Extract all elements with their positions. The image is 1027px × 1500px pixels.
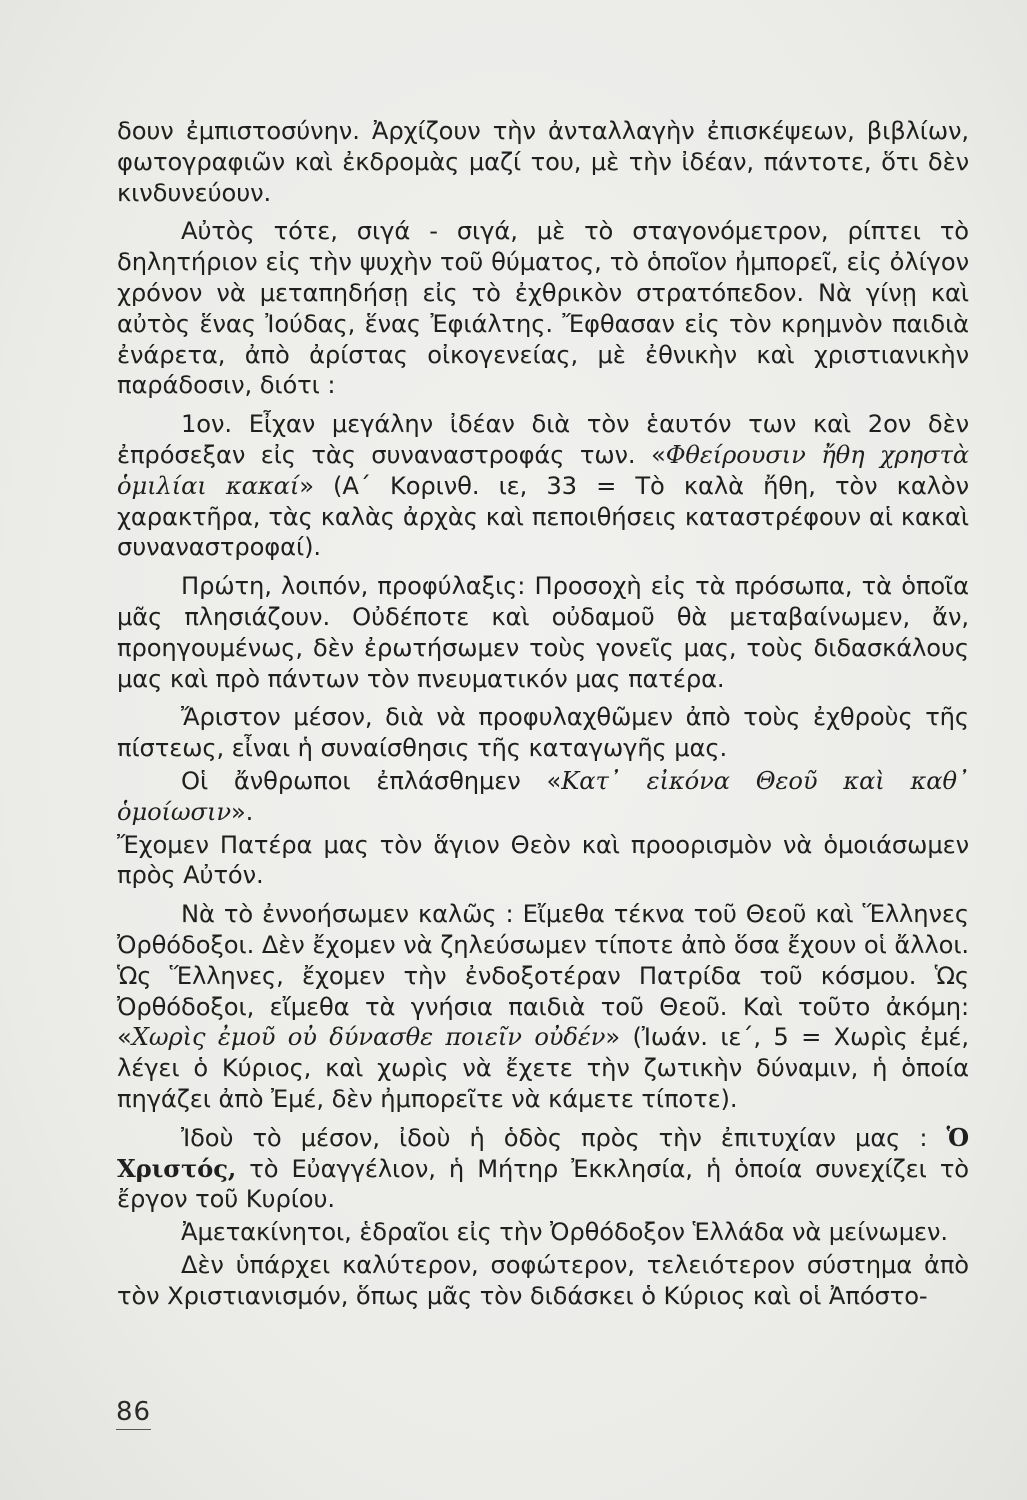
scripture-quote: Κατ᾿ εἰκόνα Θεοῦ καὶ καθ᾿ ὁμοίωσιν [117, 766, 970, 826]
paragraph-text: Ἰδοὺ τὸ μέσον, ἰδοὺ ἡ ὁδὸς πρὸς τὴν ἐπιτυχίαν μας : [181, 1123, 947, 1152]
paragraph-text: ». [230, 797, 254, 826]
page-number: 86 [116, 1397, 151, 1430]
paragraph-text: Πρώτη, λοιπόν, προφύλαξις: Προσοχὴ εἰς τὰ πρόσωπα, τὰ ὁποῖα μᾶς πλησιάζουν. Οὐδέποτε καὶ οὐδαμοῦ θὰ μεταβαίνωμεν, ἄν, προηγουμένως, δὲν ἐρωτήσωμεν τοὺς γονεῖς μας, τοὺς διδασκάλους μας καὶ πρὸ πάντων τὸν πνευματικόν μας πατέρα. [117, 572, 969, 693]
scripture-quote: Φθείρουσιν ἤθη χρηστὰ ὁμιλίαι κακαί [117, 440, 969, 500]
paragraph-3 [117, 409, 969, 563]
paragraph-7 [117, 830, 969, 892]
scripture-quote: Χωρὶς ἐμοῦ οὐ δύνασθε ποιεῖν οὐδέν [131, 1023, 606, 1052]
paragraph-text: δουν ἐμπιστοσύνην. Ἀρχίζουν τὴν ἀνταλλαγὴν ἐπισκέψεων, βιβλίων, φωτογραφιῶν καὶ ἐκδρομὰς μαζί του, μὲ τὴν ἰδέαν, πάντοτε, ὅτι δὲν κινδυνεύουν. [117, 117, 969, 207]
paragraph-1 [117, 116, 969, 208]
paragraph-text: » (Ἰωάν. ιε΄, 5 = Χωρὶς ἐμέ, λέγει ὁ Κύριος, καὶ χωρὶς νὰ ἔχετε τὴν ζωτικὴν δύναμιν, ἡ ὁποία πηγάζει ἀπὸ Ἐμέ, δὲν ἠμπορεῖτε νὰ κάμετε τίποτε). [117, 1023, 969, 1113]
paragraph-text: Ἀμετακίνητοι, ἑδραῖοι εἰς τὴν Ὀρθόδοξον Ἑλλάδα νὰ μείνωμεν. [181, 1218, 948, 1247]
paragraph-4 [117, 571, 969, 694]
paragraph-text: Ἔχομεν Πατέρα μας τὸν ἅγιον Θεὸν καὶ προορισμὸν νὰ ὁμοιάσωμεν πρὸς Αὐτόν. [117, 830, 969, 890]
paragraph-text: Δὲν ὑπάρχει καλύτερον, σοφώτερον, τελειότερον σύστημα ἀπὸ τὸν Χριστιανισμόν, ὅπως μᾶς τὸν διδάσκει ὁ Κύριος καὶ οἱ Ἀπόστο- [117, 1250, 969, 1310]
paragraph-text: 1ον. Εἶχαν μεγάλην ἰδέαν διὰ τὸν ἑαυτόν των καὶ 2ον δὲν ἐπρόσεξαν εἰς τὰς συναναστροφάς των. « [117, 410, 969, 469]
paragraph-10 [117, 1217, 969, 1248]
body-text [117, 116, 969, 1319]
paragraph-text: Νὰ τὸ ἐννοήσωμεν καλῶς : Εἴμεθα τέκνα τοῦ Θεοῦ καὶ Ἕλληνες Ὀρθόδοξοι. Δὲν ἔχομεν νὰ ζηλεύσωμεν τίποτε ἀπὸ ὅσα ἔχουν οἱ ἄλλοι. Ὡς Ἕλληνες, ἔχομεν τὴν ἐνδοξοτέραν Πατρίδα τοῦ κόσμου. Ὡς Ὀρθόδοξοι, εἴμεθα τὰ γνήσια παιδιὰ τοῦ Θεοῦ. Καὶ τοῦτο ἀκόμη: « [117, 900, 969, 1052]
paragraph-text: Ἄριστον μέσον, διὰ νὰ προφυλαχθῶμεν ἀπὸ τοὺς ἐχθροὺς τῆς πίστεως, εἶναι ἡ συναίσθησις τῆς καταγωγῆς μας. [117, 703, 969, 763]
paragraph-text: Οἱ ἄνθρωποι ἐπλάσθημεν « [181, 766, 562, 795]
paragraph-8 [117, 899, 969, 1115]
paragraph-text: Αὐτὸς τότε, σιγά - σιγά, μὲ τὸ σταγονόμετρον, ρίπτει τὸ δηλητήριον εἰς τὴν ψυχὴν τοῦ θύματος, τὸ ὁποῖον ἠμπορεῖ, εἰς ὀλίγον χρόνον νὰ μεταπηδήσῃ εἰς τὸ ἐχθρικὸν στρατόπεδον. Νὰ γίνῃ καὶ αὐτὸς ἕνας Ἰούδας, ἕνας Ἐφιάλτης. Ἔφθασαν εἰς τὸν κρημνὸν παιδιὰ ἐνάρετα, ἀπὸ ἀρίστας οἰκογενείας, μὲ ἐθνικὴν καὶ χριστιανικὴν παράδοσιν, διότι : [117, 217, 969, 400]
emphasis-christ: Ὁ Χριστός, [117, 1122, 969, 1183]
paragraph-text: » (Α΄ Κορινθ. ιε, 33 = Τὸ καλὰ ἤθη, τὸν καλὸν χαρακτῆρα, τὰς καλὰς ἀρχὰς καὶ πεποιθήσεις καταστρέφουν αἱ κακαὶ συναναστροφαί). [117, 471, 969, 562]
paragraph-9 [117, 1123, 969, 1215]
paragraph-11 [117, 1250, 969, 1312]
paragraph-6 [117, 766, 969, 828]
paragraph-text: τὸ Εὐαγγέλιον, ἡ Μήτηρ Ἐκκλησία, ἡ ὁποία συνεχίζει τὸ ἔργον τοῦ Κυρίου. [117, 1154, 969, 1214]
paragraph-2 [117, 216, 969, 401]
paragraph-5 [117, 702, 969, 764]
